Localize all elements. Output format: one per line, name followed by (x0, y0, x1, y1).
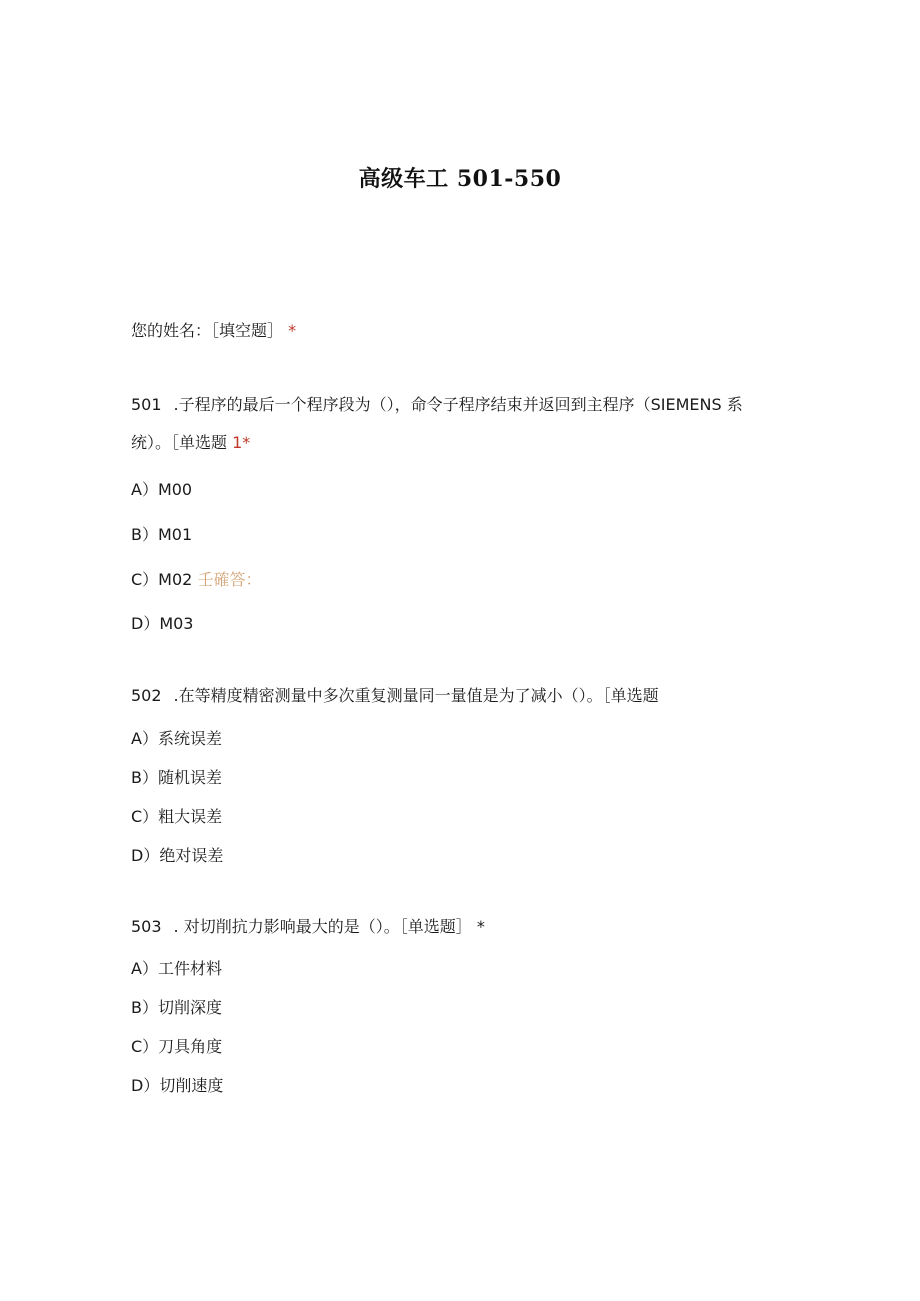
question-501-text (131, 395, 743, 415)
option-c[interactable] (131, 807, 222, 827)
option-label: D）绝对误差 (131, 846, 224, 865)
name-question[interactable] (131, 321, 296, 341)
question-501-text-cont (131, 433, 250, 453)
option-a[interactable] (131, 729, 222, 749)
question-502-text (131, 686, 659, 706)
question-503-text (131, 917, 485, 937)
question-number: 501 (131, 395, 162, 414)
name-question-label: 您的姓名：［填空题］ (131, 321, 284, 340)
option-label: D）切削速度 (131, 1076, 224, 1095)
question-text: . 对切削抗力影响最大的是（）。［单选题］ (173, 917, 472, 936)
correct-answer-note: 壬確答： (197, 570, 262, 589)
option-label: C）M02 (131, 570, 193, 589)
option-c[interactable] (131, 1037, 222, 1057)
option-d[interactable] (131, 614, 194, 634)
page-title: 高级车工 501-550 (358, 166, 562, 192)
option-b[interactable] (131, 525, 192, 545)
option-label: A）系统误差 (131, 729, 222, 748)
option-label: C）刀具角度 (131, 1037, 223, 1056)
option-d[interactable] (131, 846, 223, 866)
question-text-line2: 统）。［单选题 (131, 433, 228, 452)
option-label: A）M00 (131, 480, 193, 499)
option-label: C）粗大误差 (131, 807, 223, 826)
option-label: B）M01 (131, 525, 193, 544)
option-b[interactable] (131, 998, 222, 1018)
required-star: * (288, 321, 297, 340)
option-a[interactable] (131, 480, 192, 500)
question-number: 503 (131, 917, 162, 936)
question-text-line1: .子程序的最后一个程序段为（），命令子程序结束并返回到主程序（SIEMENS 系 (173, 395, 743, 414)
required-star: * (476, 917, 485, 936)
question-number: 502 (131, 686, 162, 705)
option-b[interactable] (131, 768, 222, 788)
question-text: .在等精度精密测量中多次重复测量同一量值是为了减小（）。［单选题 (173, 686, 659, 705)
option-label: D）M03 (131, 614, 194, 633)
required-marker: 1* (232, 433, 251, 452)
option-c[interactable] (131, 570, 261, 590)
option-d[interactable] (131, 1076, 223, 1096)
option-label: B）切削深度 (131, 998, 222, 1017)
option-label: B）随机误差 (131, 768, 222, 787)
option-label: A）工件材料 (131, 959, 222, 978)
option-a[interactable] (131, 959, 222, 979)
